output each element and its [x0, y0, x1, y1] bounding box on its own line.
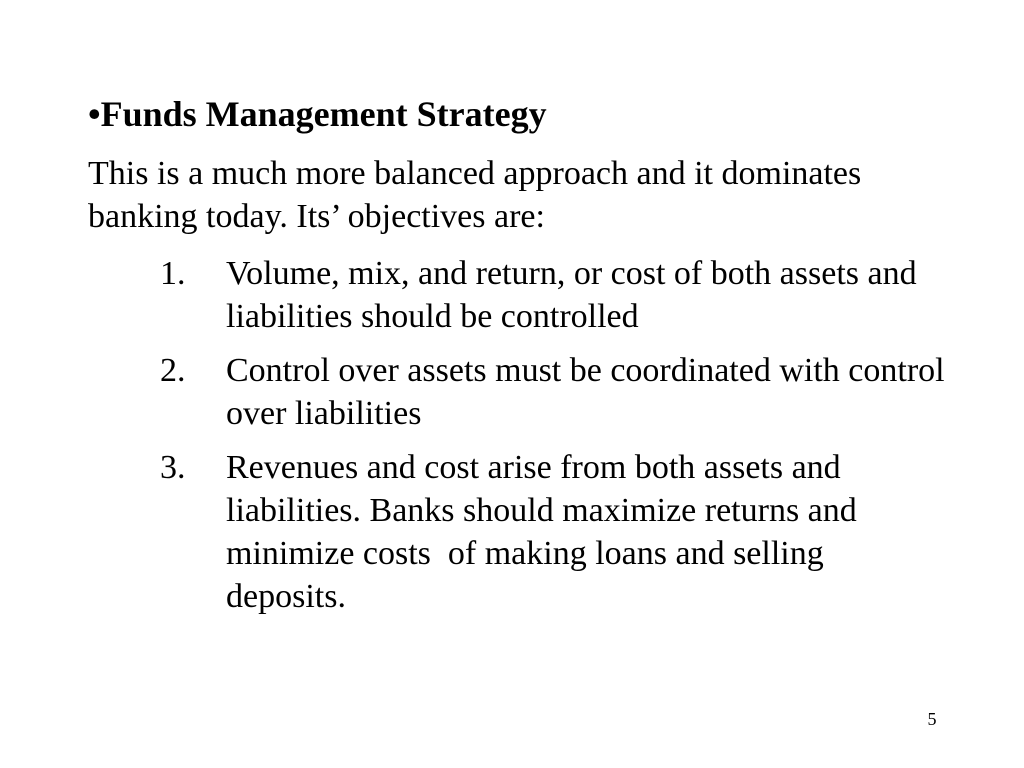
page-number: 5	[927, 709, 937, 729]
objective-item-3	[160, 446, 950, 618]
objective-item-1	[160, 252, 950, 338]
objective-number: 2.	[160, 352, 186, 389]
objectives-list	[160, 252, 950, 629]
objective-item-2	[160, 349, 950, 435]
bullet-marker: •	[88, 94, 101, 134]
objective-number: 3.	[160, 449, 186, 486]
slide-heading	[88, 92, 547, 136]
objective-text: Control over assets must be coordinated with control over liabilities	[226, 352, 945, 432]
objective-text: Revenues and cost arise from both assets and liabilities. Banks should maximize returns and minimize costs of making loans and selling deposits.	[226, 449, 866, 615]
heading-text: Funds Management Strategy	[100, 94, 547, 134]
objective-number: 1.	[160, 255, 186, 292]
objective-text: Volume, mix, and return, or cost of both assets and liabilities should be controlled	[226, 255, 917, 335]
intro-paragraph: This is a much more balanced approach and it dominates banking today. Its’ objectives are:	[88, 155, 862, 235]
